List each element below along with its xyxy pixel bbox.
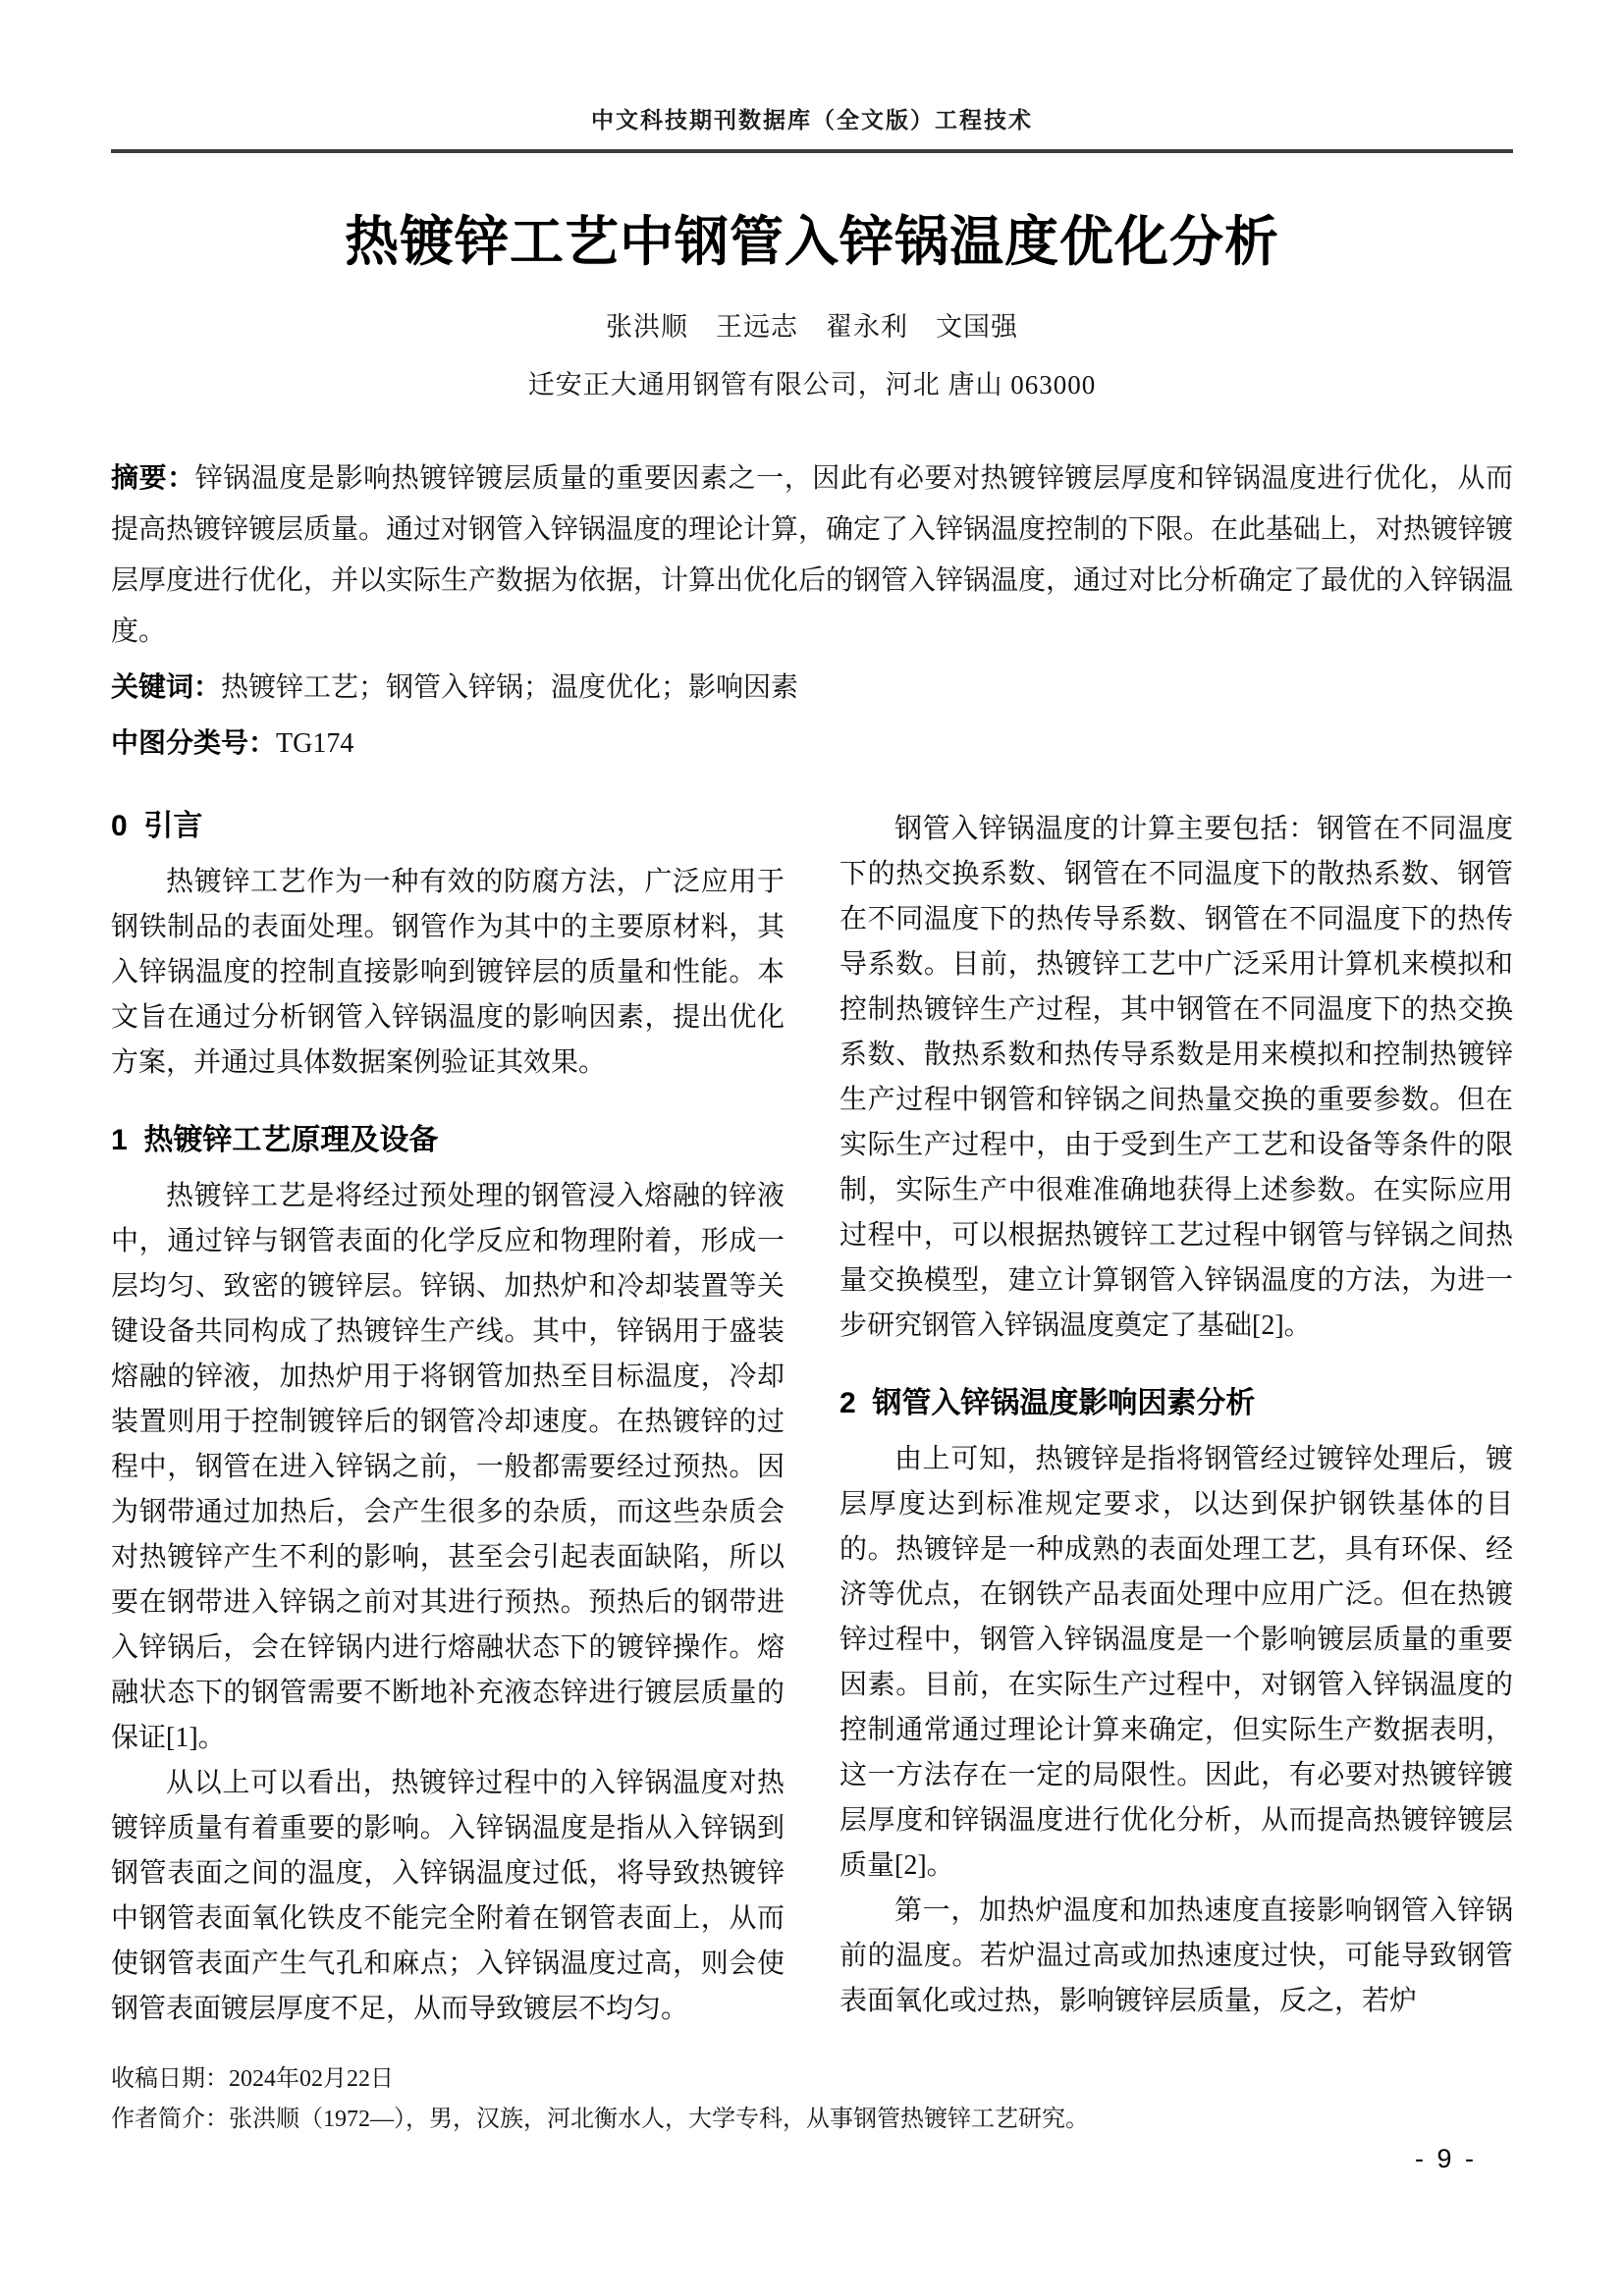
keywords-block: [111, 662, 1513, 714]
abstract-label: 摘要：: [111, 462, 195, 493]
clc-label: 中图分类号：: [111, 727, 277, 758]
keywords-label: 关键词：: [111, 671, 222, 702]
abstract-block: [111, 453, 1513, 658]
header-rule: [111, 149, 1513, 153]
affiliation-line: 迁安正大通用钢管有限公司，河北 唐山 063000: [527, 370, 1097, 400]
authors-line: 张洪顺 王远志 翟永利 文国强: [606, 312, 1018, 342]
process-paragraph-2: 从以上可以看出，热镀锌过程中的入锌锅温度对热镀锌质量有着重要的影响。入锌锅温度是指从入锌锅到钢管表面之间的温度，入锌锅温度过低，将导致热镀锌中钢管表面氧化铁皮不能完全附着在钢管表面上，从而使钢管表面产生气孔和麻点；入锌锅温度过高，则会使钢管表面镀层厚度不足，从而导致镀层不均匀。: [111, 1768, 785, 2024]
right-column: [839, 795, 1513, 2024]
section-heading-2-factors: 2 钢管入锌锅温度影响因素分析: [839, 1387, 1256, 1419]
author-bio: 作者简介：张洪顺（1972—），男，汉族，河北衡水人，大学专科，从事钢管热镀锌工艺研究。: [111, 2107, 1089, 2132]
page-number: - 9 -: [1414, 2144, 1477, 2173]
section-heading-0-intro: 0 引言: [111, 810, 203, 842]
left-column: [111, 795, 785, 2032]
section-heading-1-process: 1 热镀锌工艺原理及设备: [111, 1124, 439, 1156]
factors-paragraph-2: 第一，加热炉温度和加热速度直接影响钢管入锌锅前的温度。若炉温过高或加热速度过快，可能导致钢管表面氧化或过热，影响镀锌层质量，反之，若炉: [839, 1896, 1513, 2016]
factors-paragraph-1: 由上可知，热镀锌是指将钢管经过镀锌处理后，镀层厚度达到标准规定要求，以达到保护钢铁基体的目的。热镀锌是一种成熟的表面处理工艺，具有环保、经济等优点，在钢铁产品表面处理中应用广泛。但在热镀锌过程中，钢管入锌锅温度是一个影响镀层质量的重要因素。目前，在实际生产过程中，对钢管入锌锅温度的控制通常通过理论计算来确定，但实际生产数据表明，这一方法存在一定的局限性。因此，有必要对热镀锌镀层厚度和锌锅温度进行优化分析，从而提高热镀锌镀层质量[2]。: [839, 1444, 1513, 1881]
clc-number: TG174: [276, 728, 354, 759]
calculation-paragraph: 钢管入锌锅温度的计算主要包括：钢管在不同温度下的热交换系数、钢管在不同温度下的散热系数、钢管在不同温度下的热传导系数、钢管在不同温度下的热传导系数。目前，热镀锌工艺中广泛采用计算机来模拟和控制热镀锌生产过程，其中钢管在不同温度下的热交换系数、散热系数和热传导系数是用来模拟和控制热镀锌生产过程中钢管和锌锅之间热量交换的重要参数。但在实际生产过程中，由于受到生产工艺和设备等条件的限制，实际生产中很难准确地获得上述参数。在实际应用过程中，可以根据热镀锌工艺过程中钢管与锌锅之间热量交换模型，建立计算钢管入锌锅温度的方法，为进一步研究钢管入锌锅温度奠定了基础[2]。: [839, 814, 1513, 1341]
journal-header: 中文科技期刊数据库（全文版）工程技术: [591, 108, 1033, 133]
intro-paragraph: 热镀锌工艺作为一种有效的防腐方法，广泛应用于钢铁制品的表面处理。钢管作为其中的主要原材料，其入锌锅温度的控制直接影响到镀锌层的质量和性能。本文旨在通过分析钢管入锌锅温度的影响因素，提出优化方案，并通过具体数据案例验证其效果。: [111, 867, 785, 1078]
footnote-block: [111, 2059, 1513, 2140]
received-date: 收稿日期：2024年02月22日: [111, 2066, 394, 2092]
article-title: 热镀锌工艺中钢管入锌锅温度优化分析: [344, 211, 1279, 272]
abstract-text: 锌锅温度是影响热镀锌镀层质量的重要因素之一，因此有必要对热镀锌镀层厚度和锌锅温度进行优化，从而提高热镀锌镀层质量。通过对钢管入锌锅温度的理论计算，确定了入锌锅温度控制的下限。在此基础上，对热镀锌镀层厚度进行优化，并以实际生产数据为依据，计算出优化后的钢管入锌锅温度，通过对比分析确定了最优的入锌锅温度。: [111, 463, 1514, 647]
two-column-body: [111, 795, 1513, 2061]
keywords-text: 热镀锌工艺；钢管入锌锅；温度优化；影响因素: [221, 672, 799, 703]
process-paragraph-1: 热镀锌工艺是将经过预处理的钢管浸入熔融的锌液中，通过锌与钢管表面的化学反应和物理附着，形成一层均匀、致密的镀锌层。锌锅、加热炉和冷却装置等关键设备共同构成了热镀锌生产线。其中，锌锅用于盛装熔融的锌液，加热炉用于将钢管加热至目标温度，冷却装置则用于控制镀锌后的钢管冷却速度。在热镀锌的过程中，钢管在进入锌锅之前，一般都需要经过预热。因为钢带通过加热后，会产生很多的杂质，而这些杂质会对热镀锌产生不利的影响，甚至会引起表面缺陷，所以要在钢带进入锌锅之前对其进行预热。预热后的钢带进入锌锅后，会在锌锅内进行熔融状态下的镀锌操作。熔融状态下的钢管需要不断地补充液态锌进行镀层质量的保证[1]。: [111, 1181, 785, 1753]
clc-block: [111, 718, 1513, 770]
